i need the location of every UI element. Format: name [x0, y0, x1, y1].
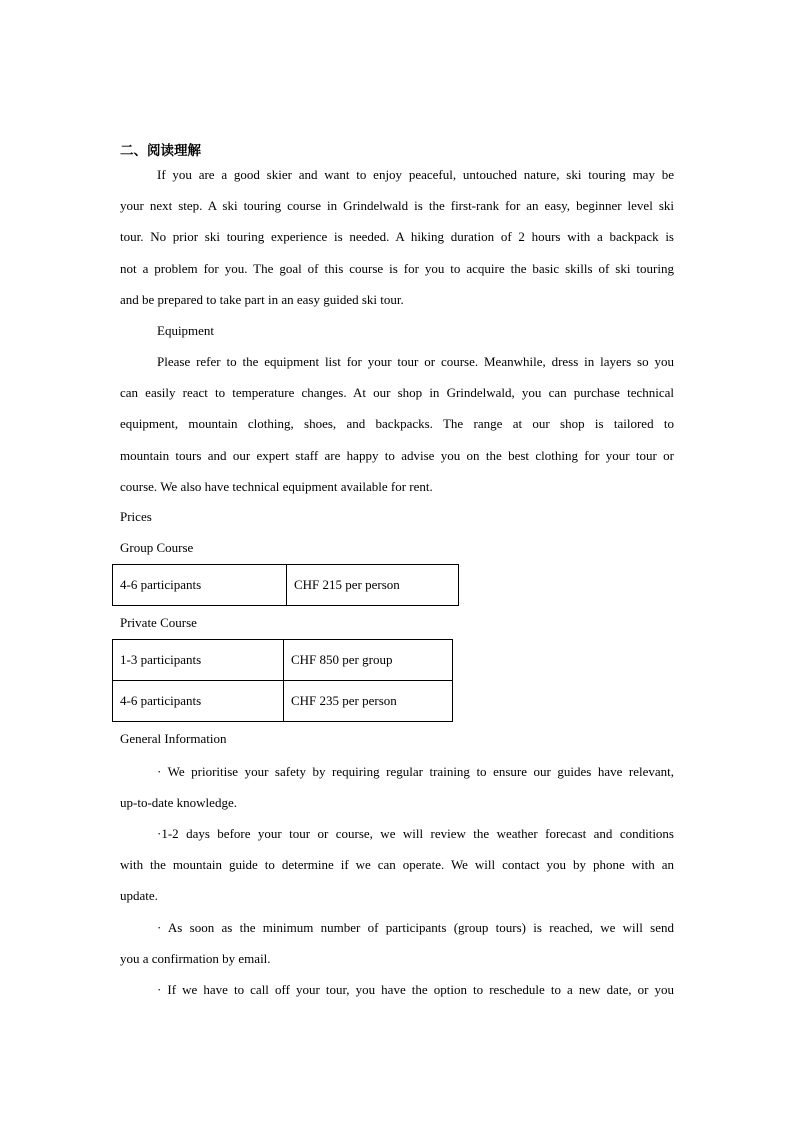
price-cell: CHF 215 per person [287, 565, 459, 606]
participants-cell: 1-3 participants [113, 640, 284, 681]
price-cell: CHF 850 per group [284, 640, 453, 681]
section-title: 二、阅读理解 [120, 143, 201, 158]
table-row [113, 565, 459, 606]
intro-line: If you are a good skier and want to enjoy peaceful, untouched nature, ski touring may be [157, 167, 674, 182]
info-line: update. [120, 888, 158, 904]
equipment-line: Please refer to the equipment list for your tour or course. Meanwhile, dress in layers so you [157, 354, 674, 369]
table-row [113, 640, 453, 681]
private-course-table [112, 639, 453, 722]
participants-cell: 4-6 participants [113, 565, 287, 606]
general-info-heading: General Information [120, 731, 227, 746]
equipment-line: mountain tours and our expert staff are happy to advise you on the best clothing for your tour or [120, 447, 674, 463]
info-line: · If we have to call off your tour, you have the option to reschedule to a new date, or you [157, 982, 674, 997]
participants-cell: 4-6 participants [113, 681, 284, 722]
price-cell: CHF 235 per person [284, 681, 453, 722]
group-course-table [112, 564, 459, 606]
prices-heading: Prices [120, 509, 152, 524]
equipment-heading-block [120, 315, 674, 346]
info-line: · As soon as the minimum number of participants (group tours) is reached, we will send [157, 920, 674, 935]
info-line: up-to-date knowledge. [120, 795, 237, 811]
intro-paragraph [120, 159, 674, 315]
equipment-line: course. We also have technical equipment available for rent. [120, 478, 433, 494]
table-row [113, 681, 453, 722]
group-course-label: Group Course [120, 540, 194, 555]
info-line: · We prioritise your safety by requiring regular training to ensure our guides have relevant, [157, 764, 674, 779]
intro-line: your next step. A ski touring course in Grindelwald is the first-rank for an easy, beginner level ski [120, 198, 674, 214]
equipment-heading: Equipment [157, 323, 215, 338]
info-item [120, 756, 674, 818]
intro-line: not a problem for you. The goal of this course is for you to acquire the basic skills of ski touring [120, 260, 674, 276]
info-item [120, 818, 674, 912]
equipment-line: equipment, mountain clothing, shoes, and backpacks. The range at our shop is tailored to [120, 416, 674, 432]
info-line: you a confirmation by email. [120, 951, 271, 967]
info-item [120, 912, 674, 974]
intro-line: and be prepared to take part in an easy guided ski tour. [120, 291, 404, 307]
info-line: ·1-2 days before your tour or course, we will review the weather forecast and conditions [157, 826, 674, 841]
equipment-line: can easily react to temperature changes. At our shop in Grindelwald, you can purchase technical [120, 385, 674, 401]
private-course-label: Private Course [120, 615, 197, 630]
intro-line: tour. No prior ski touring experience is needed. A hiking duration of 2 hours with a backpack is [120, 229, 674, 245]
info-line: with the mountain guide to determine if we can operate. We will contact you by phone with an [120, 857, 674, 873]
equipment-paragraph [120, 346, 674, 502]
info-item [120, 974, 674, 1005]
